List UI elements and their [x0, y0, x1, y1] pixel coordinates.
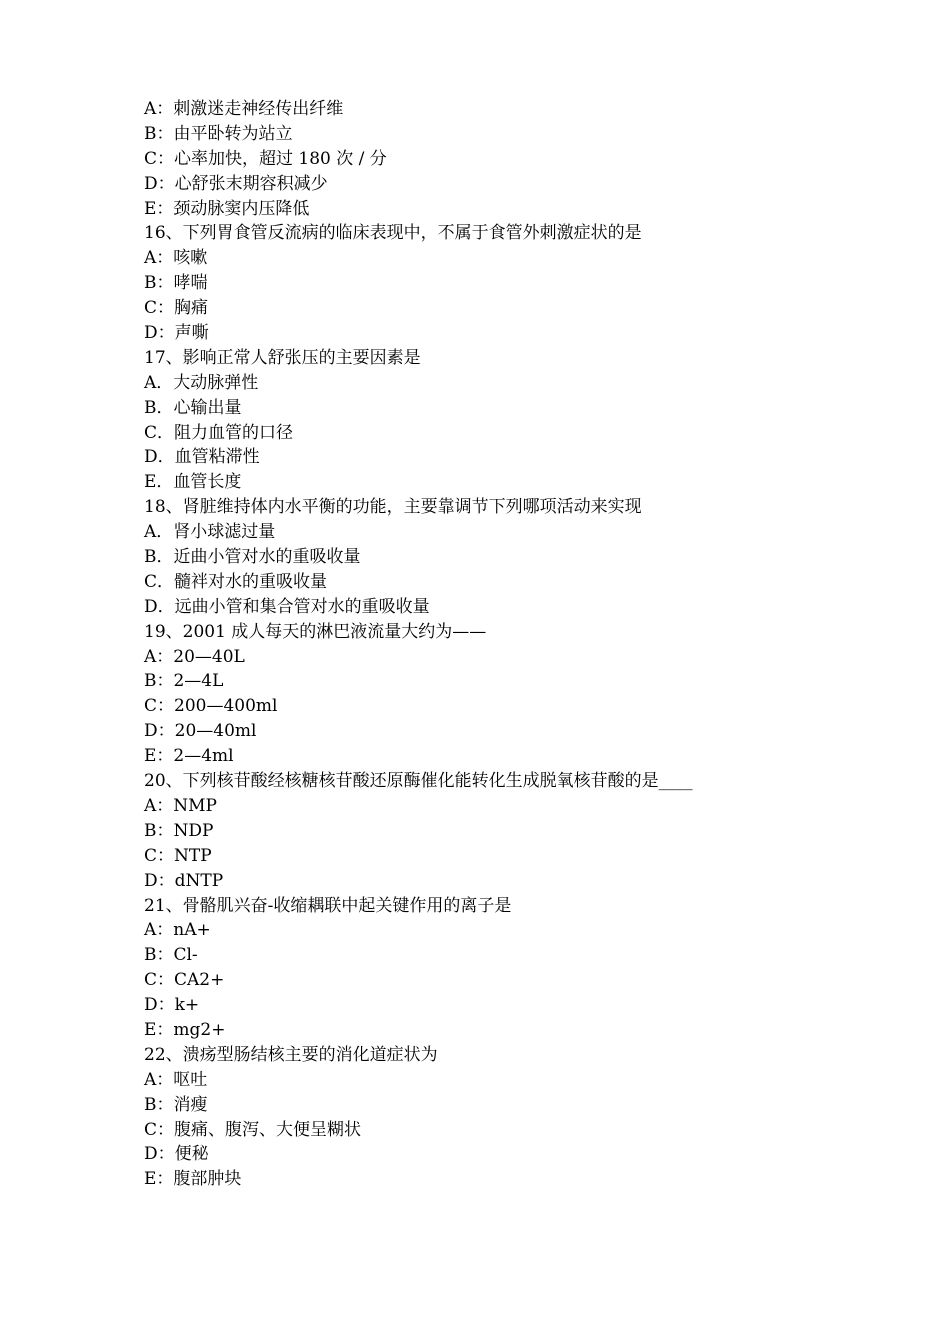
option-line: C：心率加快，超过 180 次 / 分 [144, 148, 387, 169]
option-line: C：腹痛、腹泻、大便呈糊状 [144, 1119, 362, 1140]
option-line: A：刺激迷走神经传出纤维 [144, 99, 344, 119]
option-line: D．远曲小管和集合管对水的重吸收量 [144, 596, 430, 617]
option-line: C．阻力血管的口径 [144, 422, 294, 443]
option-line: B：哮喘 [144, 273, 208, 294]
option-line: E：腹部肿块 [144, 1169, 242, 1190]
question-text-block [144, 97, 844, 1192]
option-line: A：NMP [144, 795, 217, 816]
option-line: A：呕吐 [144, 1069, 208, 1090]
option-line: E．血管长度 [144, 472, 242, 493]
option-line: E：颈动脉窦内压降低 [144, 198, 310, 219]
option-line: D：20—40ml [144, 721, 257, 742]
question-17: 17、影响正常人舒张压的主要因素是 [144, 347, 421, 368]
question-22: 22、溃疡型肠结核主要的消化道症状为 [144, 1044, 438, 1065]
question-21: 21、骨骼肌兴奋-收缩耦联中起关键作用的离子是 [144, 895, 512, 916]
option-line: A：20—40L [144, 646, 245, 667]
option-line: B：Cl- [144, 945, 198, 966]
option-line: C：CA2+ [144, 970, 225, 991]
option-line: D：dNTP [144, 870, 224, 891]
option-line: E：2—4ml [144, 746, 234, 767]
option-line: D．血管粘滞性 [144, 447, 260, 468]
option-line: A：nA+ [144, 920, 211, 941]
option-line: A．肾小球滤过量 [144, 522, 276, 543]
option-line: B：由平卧转为站立 [144, 123, 293, 144]
option-line: D：心舒张末期容积减少 [144, 173, 328, 194]
option-line: C：200—400ml [144, 696, 278, 717]
option-line: A．大动脉弹性 [144, 372, 259, 393]
option-line: A：咳嗽 [144, 248, 208, 269]
option-line: B：消瘦 [144, 1094, 208, 1115]
option-line: B：2—4L [144, 671, 224, 692]
option-line: D：k+ [144, 995, 200, 1016]
question-16: 16、下列胃食管反流病的临床表现中，不属于食管外刺激症状的是 [144, 223, 642, 244]
option-line: D：便秘 [144, 1144, 209, 1165]
option-line: D：声嘶 [144, 323, 209, 344]
option-line: B．近曲小管对水的重吸收量 [144, 547, 361, 568]
question-19: 19、2001 成人每天的淋巴液流量大约为—— [144, 621, 487, 642]
option-line: C：胸痛 [144, 298, 209, 319]
option-line: B．心输出量 [144, 397, 242, 418]
option-line: C．髓袢对水的重吸收量 [144, 571, 328, 592]
option-line: B：NDP [144, 820, 214, 841]
question-18: 18、肾脏维持体内水平衡的功能，主要靠调节下列哪项活动来实现 [144, 497, 642, 518]
question-20: 20、下列核苷酸经核糖核苷酸还原酶催化能转化生成脱氧核苷酸的是____ [144, 771, 693, 792]
option-line: C：NTP [144, 845, 212, 866]
option-line: E：mg2+ [144, 1019, 226, 1040]
